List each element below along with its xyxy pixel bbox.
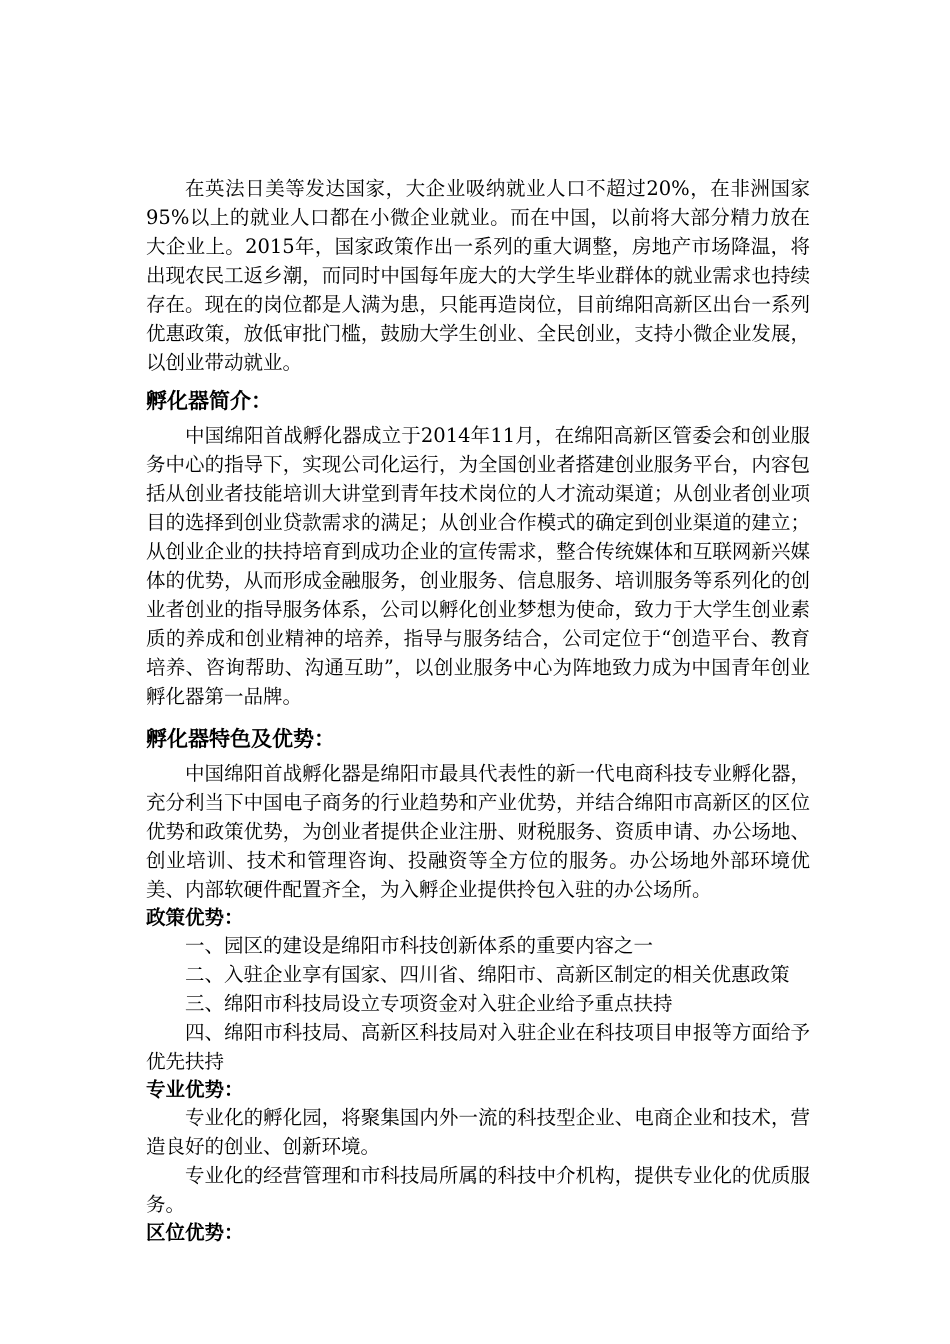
policy-item: 四、绵阳市科技局、高新区科技局对入驻企业在科技项目申报等方面给予优先扶持: [146, 1021, 810, 1073]
policy-heading: 政策优势：: [146, 906, 244, 929]
policy-item: 三、绵阳市科技局设立专项资金对入驻企业给予重点扶持: [185, 992, 673, 1015]
incubator-intro-heading: 孵化器简介：: [146, 389, 272, 413]
professional-item: 专业化的孵化园，将聚集国内外一流的科技型企业、电商企业和技术，营造良好的创业、创新环境。: [146, 1106, 810, 1158]
intro-paragraph: 在英法日美等发达国家，大企业吸纳就业人口不超过20%，在非洲国家95%以上的就业人口都在小微企业就业。而在中国，以前将大部分精力放在大企业上。2015年，国家政策作出一系列的重大调整，房地产市场降温，将出现农民工返乡潮，而同时中国每年庞大的大学生毕业群体的就业需求也持续存在。现在的岗位都是人满为患，只能再造岗位，目前绵阳高新区出台一系列优惠政策，放低审批门槛，鼓励大学生创业、全民创业，支持小微企业发展，以创业带动就业。: [146, 177, 810, 374]
policy-item: 二、入驻企业享有国家、四川省、绵阳市、高新区制定的相关优惠政策: [185, 963, 790, 986]
policy-item: 一、园区的建设是绵阳市科技创新体系的重要内容之一: [185, 934, 654, 957]
document-page: [146, 174, 810, 1246]
location-heading: 区位优势：: [146, 1221, 244, 1244]
professional-heading: 专业优势：: [146, 1078, 244, 1101]
incubator-intro-paragraph: 中国绵阳首战孵化器成立于2014年11月，在绵阳高新区管委会和创业服务中心的指导下，实现公司化运行，为全国创业者搭建创业服务平台，内容包括从创业者技能培训大讲堂到青年技术岗位的人才流动渠道；从创业者创业项目的选择到创业贷款需求的满足；从创业合作模式的确定到创业渠道的建立；从创业企业的扶持培育到成功企业的宣传需求，整合传统媒体和互联网新兴媒体的优势，从而形成金融服务，创业服务、信息服务、培训服务等系列化的创业者创业的指导服务体系，公司以孵化创业梦想为使命，致力于大学生创业素质的养成和创业精神的培养，指导与服务结合，公司定位于“创造平台、教育培养、咨询帮助、沟通互助”，以创业服务中心为阵地致力成为中国青年创业孵化器第一品牌。: [146, 424, 810, 708]
features-heading: 孵化器特色及优势：: [146, 727, 335, 751]
features-paragraph: 中国绵阳首战孵化器是绵阳市最具代表性的新一代电商科技专业孵化器，充分利当下中国电子商务的行业趋势和产业优势，并结合绵阳市高新区的区位优势和政策优势，为创业者提供企业注册、财税服务、资质申请、办公场地、创业培训、技术和管理咨询、投融资等全方位的服务。办公场地外部环境优美、内部软硬件配置齐全，为入孵企业提供拎包入驻的办公场所。: [146, 762, 810, 901]
professional-item: 专业化的经营管理和市科技局所属的科技中介机构，提供专业化的优质服务。: [146, 1164, 810, 1216]
